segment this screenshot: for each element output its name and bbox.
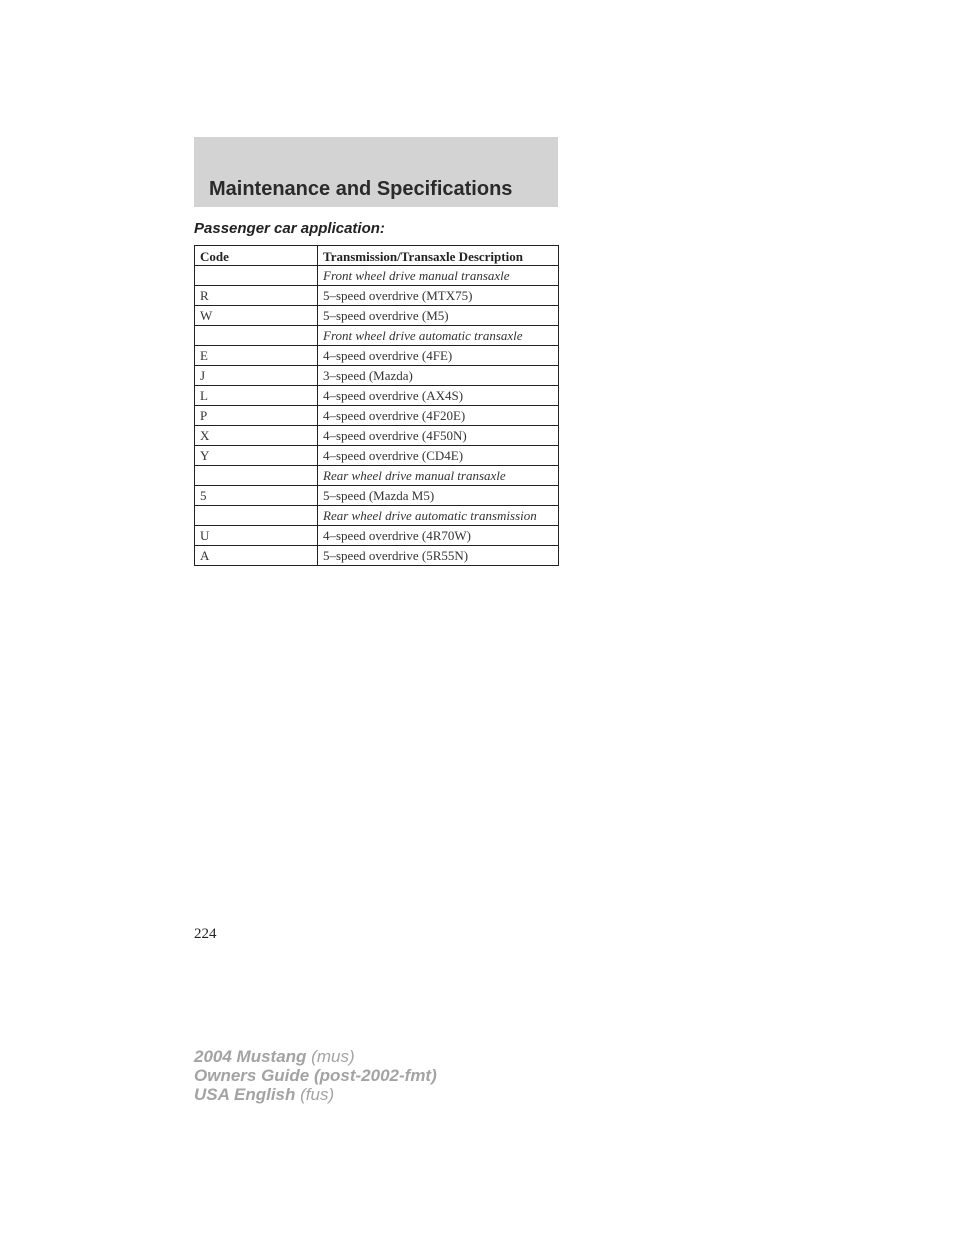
table-row bbox=[195, 446, 559, 466]
code-cell: 5 bbox=[195, 486, 318, 506]
document-footer bbox=[194, 1047, 437, 1104]
table-row bbox=[195, 546, 559, 566]
code-cell: J bbox=[195, 366, 318, 386]
code-cell: A bbox=[195, 546, 318, 566]
code-cell: R bbox=[195, 286, 318, 306]
code-cell: Y bbox=[195, 446, 318, 466]
code-cell bbox=[195, 266, 318, 286]
table-row bbox=[195, 386, 559, 406]
table-row bbox=[195, 406, 559, 426]
footer-language: USA English bbox=[194, 1085, 296, 1104]
table-category-row bbox=[195, 506, 559, 526]
code-cell bbox=[195, 466, 318, 486]
code-cell: E bbox=[195, 346, 318, 366]
description-cell: 5–speed (Mazda M5) bbox=[318, 486, 559, 506]
description-cell: 4–speed overdrive (AX4S) bbox=[318, 386, 559, 406]
table-row bbox=[195, 486, 559, 506]
table-row bbox=[195, 426, 559, 446]
category-label-cell: Rear wheel drive automatic transmission bbox=[318, 506, 559, 526]
category-label-cell: Front wheel drive automatic transaxle bbox=[318, 326, 559, 346]
table-row bbox=[195, 286, 559, 306]
code-cell bbox=[195, 506, 318, 526]
table-row bbox=[195, 366, 559, 386]
category-label-cell: Front wheel drive manual transaxle bbox=[318, 266, 559, 286]
transmission-code-table bbox=[194, 245, 559, 566]
table-category-row bbox=[195, 466, 559, 486]
code-cell: X bbox=[195, 426, 318, 446]
footer-language-code: (fus) bbox=[300, 1085, 335, 1104]
code-cell: U bbox=[195, 526, 318, 546]
table-header-row bbox=[195, 246, 559, 266]
table-row bbox=[195, 346, 559, 366]
description-cell: 5–speed overdrive (MTX75) bbox=[318, 286, 559, 306]
column-header-code: Code bbox=[195, 246, 318, 266]
description-cell: 4–speed overdrive (4F50N) bbox=[318, 426, 559, 446]
code-cell: P bbox=[195, 406, 318, 426]
footer-line-3 bbox=[194, 1085, 437, 1104]
footer-guide: Owners Guide (post-2002-fmt) bbox=[194, 1066, 437, 1085]
sub-heading: Passenger car application: bbox=[194, 220, 385, 237]
footer-model: 2004 Mustang bbox=[194, 1047, 307, 1066]
footer-line-1 bbox=[194, 1047, 437, 1066]
page-number: 224 bbox=[194, 926, 217, 942]
section-title: Maintenance and Specifications bbox=[209, 178, 513, 200]
section-header-band bbox=[194, 137, 558, 207]
description-cell: 4–speed overdrive (4FE) bbox=[318, 346, 559, 366]
footer-line-2 bbox=[194, 1066, 437, 1085]
description-cell: 3–speed (Mazda) bbox=[318, 366, 559, 386]
table-row bbox=[195, 306, 559, 326]
description-cell: 5–speed overdrive (M5) bbox=[318, 306, 559, 326]
table-row bbox=[195, 526, 559, 546]
code-cell bbox=[195, 326, 318, 346]
footer-model-code: (mus) bbox=[311, 1047, 355, 1066]
code-cell: W bbox=[195, 306, 318, 326]
table-category-row bbox=[195, 266, 559, 286]
description-cell: 5–speed overdrive (5R55N) bbox=[318, 546, 559, 566]
table-body bbox=[195, 266, 559, 566]
code-cell: L bbox=[195, 386, 318, 406]
column-header-description: Transmission/Transaxle Description bbox=[318, 246, 559, 266]
description-cell: 4–speed overdrive (4F20E) bbox=[318, 406, 559, 426]
description-cell: 4–speed overdrive (4R70W) bbox=[318, 526, 559, 546]
category-label-cell: Rear wheel drive manual transaxle bbox=[318, 466, 559, 486]
table-category-row bbox=[195, 326, 559, 346]
description-cell: 4–speed overdrive (CD4E) bbox=[318, 446, 559, 466]
